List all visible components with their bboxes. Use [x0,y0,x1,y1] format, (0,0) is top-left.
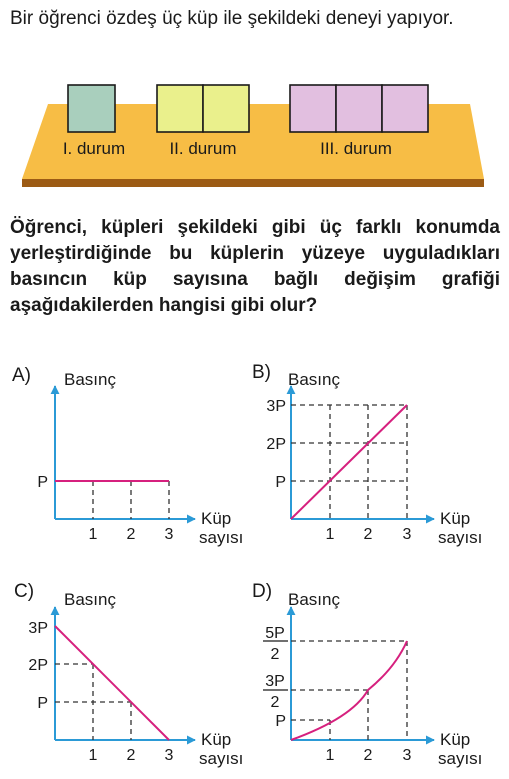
y-fraction-numerator: 3P [265,673,285,690]
option-letter: C) [14,581,35,602]
y-tick-label: 2P [28,657,48,674]
option-c-chart[interactable] [14,581,243,768]
x-tick-label: 2 [126,526,136,543]
cube-case1 [68,85,115,132]
y-axis-label: Basınç [288,590,340,609]
question-text: Öğrenci, küpleri şekildeki gibi üç farklı konumda yerleştirdiğinde bu küplerin yüzeye uyguladıkları basıncın küp sayısına bağlı değişim grafiği aşağıdakilerden hangisi gibi olur? [10,217,500,316]
y-tick-label: 3P [28,620,48,637]
option-letter: A) [12,365,31,386]
y-tick-label: P [37,474,48,491]
x-tick-label: 3 [164,526,174,543]
cube-case2-a [157,85,203,132]
option-b-chart[interactable] [252,362,482,547]
y-axis-label: Basınç [64,370,116,389]
grid-lines [93,481,169,519]
option-d-chart[interactable] [252,581,482,768]
x-tick-label: 3 [402,747,412,764]
case3-label: III. durum [320,139,392,158]
cube-case3-a [290,85,336,132]
y-axis-label: Basınç [64,590,116,609]
x-axis-label-2: sayısı [199,749,244,768]
x-axis-label: Küp [440,509,471,528]
x-tick-label: 2 [363,747,373,764]
y-tick-label: P [275,474,286,491]
grid-lines [55,664,131,740]
option-letter: D) [252,581,273,602]
x-tick-label: 2 [126,747,136,764]
x-axis-label: Küp [440,730,471,749]
pressure-line [55,626,169,740]
x-tick-label: 1 [88,526,98,543]
x-axis-label-2: sayısı [438,749,483,768]
y-tick-label: P [275,713,286,730]
x-tick-label: 3 [402,526,412,543]
x-tick-label: 2 [363,526,373,543]
case1-label: I. durum [62,139,126,158]
case2-label: II. durum [169,139,237,158]
x-axis-label: Küp [201,730,232,749]
x-axis-label: Küp [201,509,232,528]
y-tick-label: P [37,695,48,712]
x-tick-label: 1 [325,747,335,764]
x-axis-label-2: sayısı [438,528,483,547]
y-tick-label: 3P [266,398,286,415]
cube-case3-c [382,85,428,132]
intro-text: Bir öğrenci özdeş üç küp ile şekildeki deneyi yapıyor. [10,8,454,29]
table-edge [22,179,484,187]
pressure-line [291,405,407,519]
x-tick-label: 1 [88,747,98,764]
x-axis-label-2: sayısı [199,528,244,547]
grid-lines [291,641,407,740]
cube-case3-b [336,85,382,132]
experiment-illustration [22,85,484,187]
y-fraction-denominator: 2 [270,646,280,663]
y-tick-label: 2P [266,436,286,453]
y-fraction-denominator: 2 [270,694,280,711]
y-axis-label: Basınç [288,370,340,389]
y-fraction-numerator: 5P [265,625,285,642]
x-tick-label: 3 [164,747,174,764]
option-a-chart[interactable] [12,365,243,547]
x-tick-label: 1 [325,526,335,543]
cube-case2-b [203,85,249,132]
option-letter: B) [252,362,271,383]
